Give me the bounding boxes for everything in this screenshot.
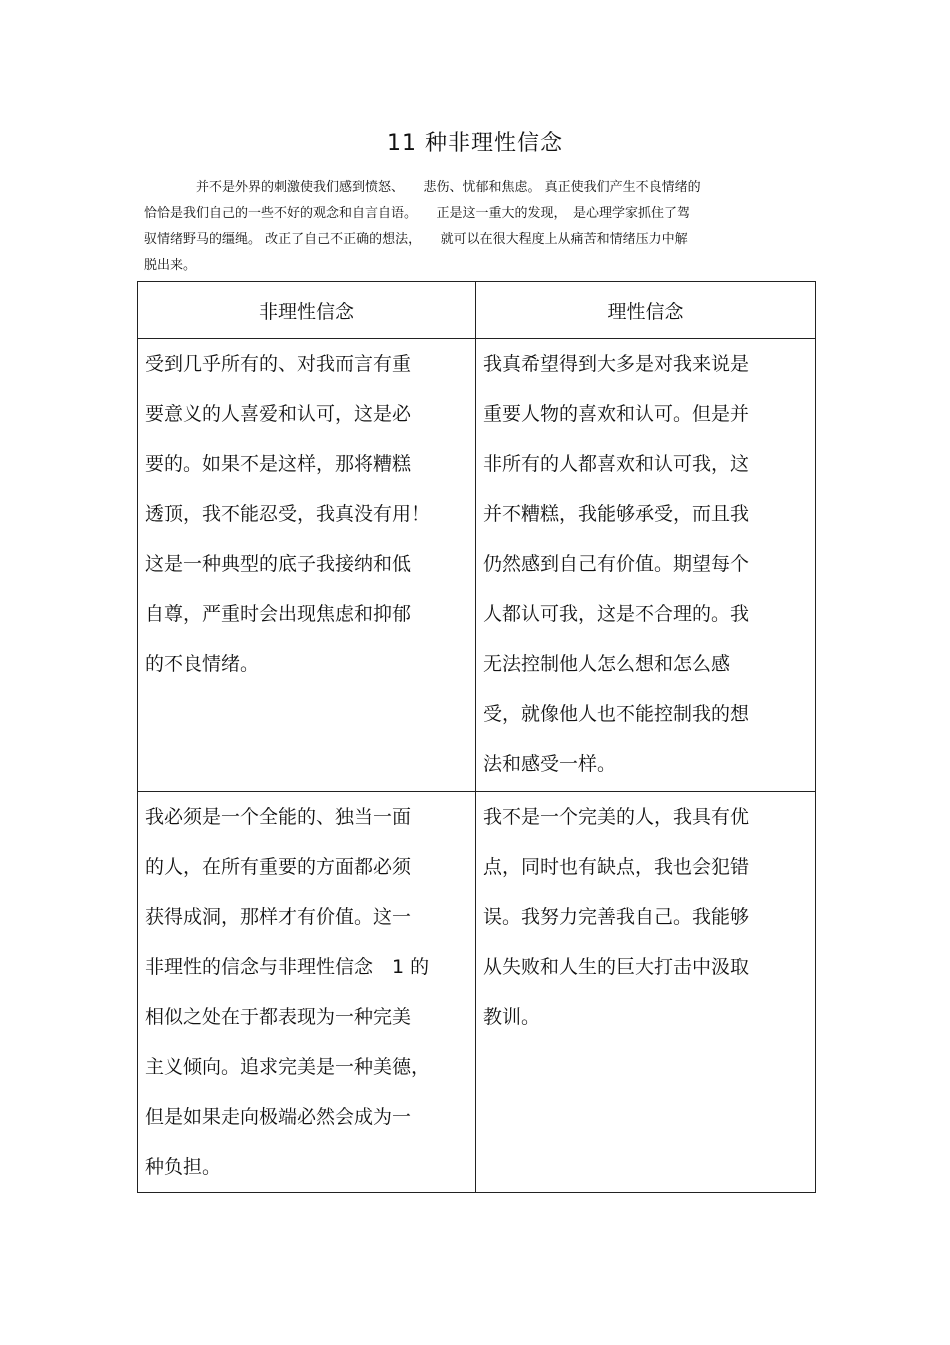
rational-belief-cell	[476, 339, 816, 792]
text-line: 非理性的信念与非理性信念 1 的	[145, 956, 430, 978]
text-line: 要的。如果不是这样，那将糟糕	[145, 453, 412, 475]
intro-line: 并不是外界的刺激使我们感到愤怒、 悲伤、忧郁和焦虑。 真正使我们产生不良情绪的	[196, 180, 701, 195]
text-line: 我真希望得到大多是对我来说是	[483, 353, 750, 375]
text-line: 从失败和人生的巨大打击中汲取	[483, 956, 750, 978]
intro-line: 恰恰是我们自己的一些不好的观念和自言自语。 正是这一重大的发现， 是心理学家抓住了驾	[144, 206, 691, 221]
text-line: 自尊，严重时会出现焦虑和抑郁	[145, 603, 412, 625]
intro-paragraph	[144, 175, 804, 279]
text-line: 我不是一个完美的人，我具有优	[483, 806, 750, 828]
text-line: 种负担。	[145, 1156, 222, 1178]
rational-belief-cell	[476, 792, 816, 1193]
text-line: 的人，在所有重要的方面都必须	[145, 856, 412, 878]
irrational-belief-cell	[138, 792, 476, 1193]
text-line: 误。我努力完善我自己。我能够	[483, 906, 750, 928]
header-rational: 理性信念	[476, 282, 816, 339]
text-line: 但是如果走向极端必然会成为一	[145, 1106, 412, 1128]
intro-line: 驭情绪野马的缰绳。 改正了自己不正确的想法， 就可以在很大程度上从痛苦和情绪压力中解	[144, 232, 688, 247]
text-line: 仍然感到自己有价值。期望每个	[483, 553, 750, 575]
text-line: 无法控制他人怎么想和怎么感	[483, 653, 731, 675]
text-line: 并不糟糕，我能够承受，而且我	[483, 503, 750, 525]
text-line: 我必须是一个全能的、独当一面	[145, 806, 412, 828]
irrational-belief-cell	[138, 339, 476, 792]
text-line: 教训。	[483, 1006, 541, 1028]
text-line: 非所有的人都喜欢和认可我，这	[483, 453, 750, 475]
intro-line: 脱出来。	[144, 258, 197, 273]
table-header-row	[138, 282, 816, 339]
text-line: 这是一种典型的底子我接纳和低	[145, 553, 412, 575]
text-line: 法和感受一样。	[483, 753, 617, 775]
text-line: 受到几乎所有的、对我而言有重	[145, 353, 412, 375]
text-line: 点，同时也有缺点，我也会犯错	[483, 856, 750, 878]
text-line: 重要人物的喜欢和认可。但是并	[483, 403, 750, 425]
text-line: 获得成洞，那样才有价值。这一	[145, 906, 412, 928]
text-line: 主义倾向。追求完美是一种美德，	[145, 1056, 431, 1078]
text-line: 受，就像他人也不能控制我的想	[483, 703, 750, 725]
text-line: 相似之处在于都表现为一种完美	[145, 1006, 412, 1028]
text-line: 的不良情绪。	[145, 653, 260, 675]
table-row	[138, 792, 816, 1193]
table-row	[138, 339, 816, 792]
text-line: 人都认可我，这是不合理的。我	[483, 603, 750, 625]
beliefs-table	[137, 281, 816, 1193]
header-irrational: 非理性信念	[138, 282, 476, 339]
text-line: 透顶，我不能忍受，我真没有用！	[145, 503, 431, 525]
text-line: 要意义的人喜爱和认可，这是必	[145, 403, 412, 425]
page-title: 11 种非理性信念	[387, 131, 563, 156]
